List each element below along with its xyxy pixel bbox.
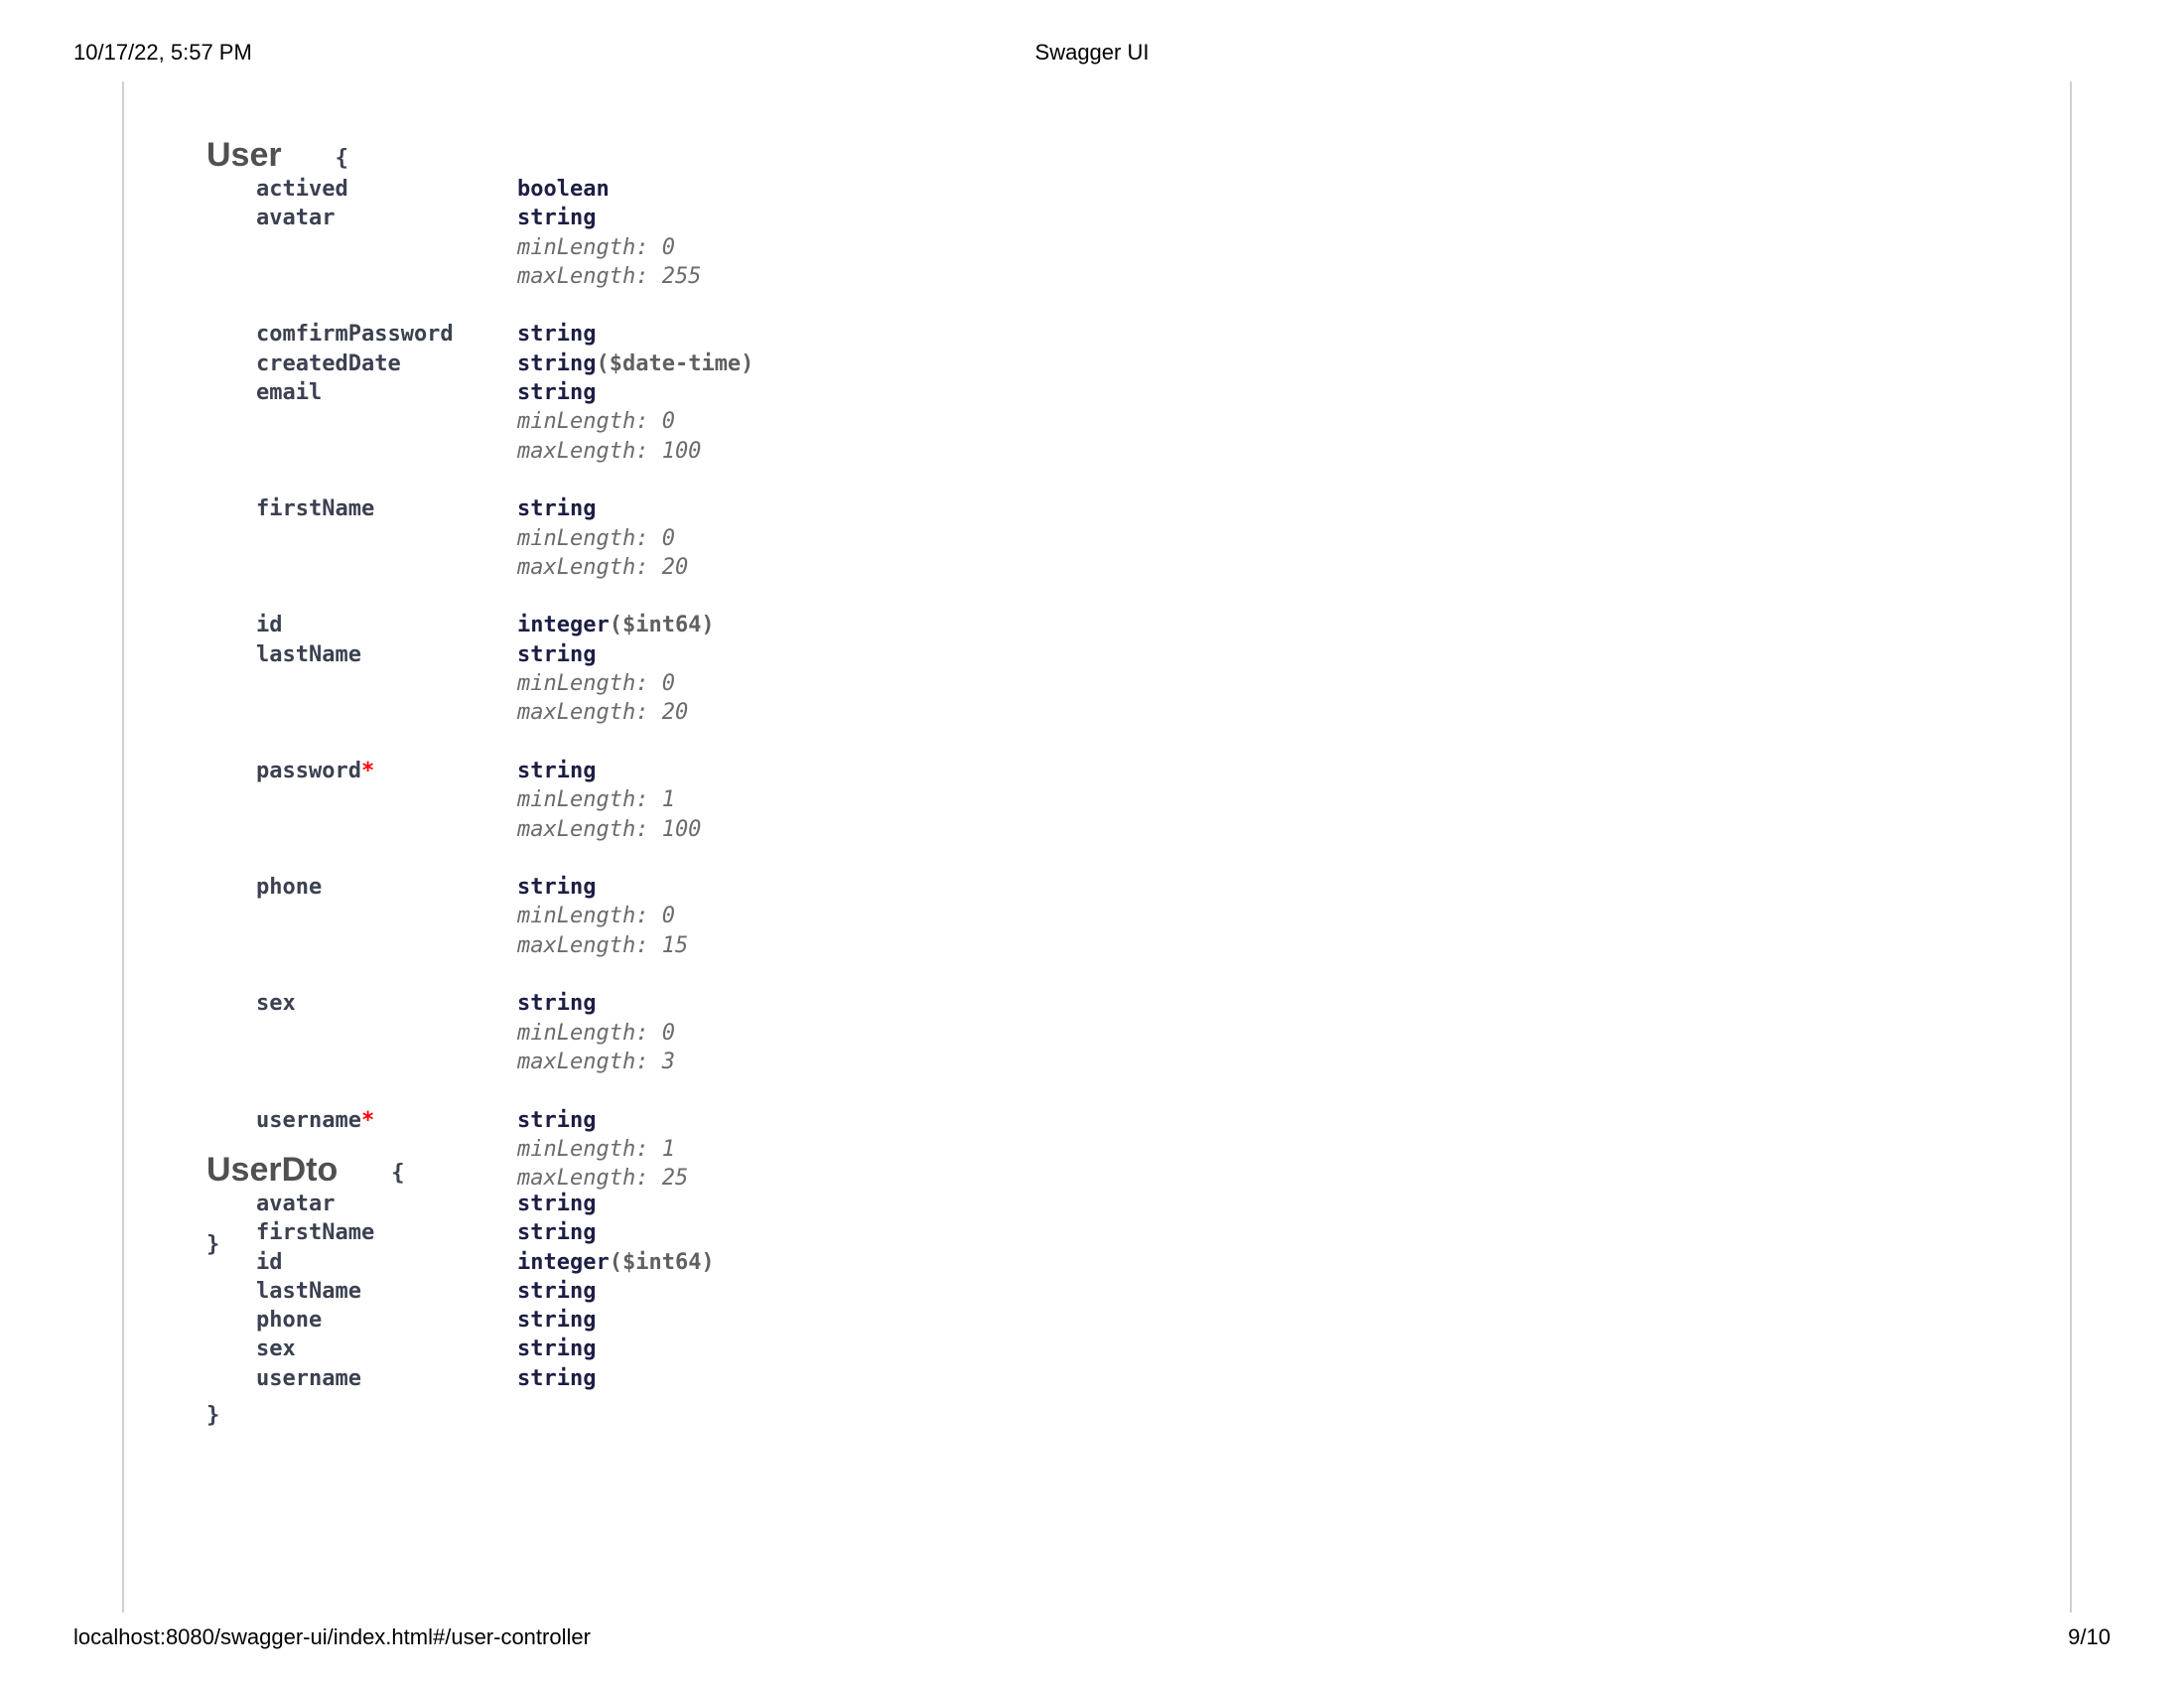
- property-type-cell: [517, 204, 701, 320]
- property-name: firstName: [256, 496, 375, 522]
- property-constraint: minLength: 0: [517, 234, 675, 260]
- constraint-spacer: [517, 291, 701, 320]
- property-type: string: [517, 496, 597, 522]
- property-name-cell: [206, 640, 517, 757]
- property-constraint: minLength: 0: [517, 671, 675, 697]
- property-name-cell: [206, 494, 517, 611]
- property-name: phone: [256, 875, 323, 901]
- property-name: sex: [256, 991, 296, 1017]
- constraint-spacer: [517, 844, 701, 873]
- property-type: boolean: [517, 177, 610, 202]
- property-row: [206, 1335, 715, 1363]
- property-row: [206, 611, 753, 639]
- property-type: string: [517, 875, 597, 901]
- property-name: phone: [256, 1308, 323, 1334]
- property-name-cell: [206, 320, 517, 349]
- property-constraint: maxLength: 15: [517, 932, 689, 958]
- property-type-line: [517, 1306, 596, 1335]
- property-constraint: maxLength: 20: [517, 700, 689, 726]
- constraint-spacer: [517, 728, 688, 757]
- property-row: [206, 1248, 715, 1277]
- model-header[interactable]: [206, 1148, 715, 1190]
- property-type: string: [517, 380, 597, 406]
- property-type: string: [517, 206, 597, 231]
- property-name-cell: [206, 1218, 517, 1247]
- property-constraint: maxLength: 25: [517, 1166, 689, 1192]
- property-name-cell: [206, 873, 517, 989]
- property-name: lastName: [256, 641, 361, 667]
- property-row: [206, 1190, 715, 1218]
- property-type-line: [517, 1277, 596, 1306]
- property-type-cell: [517, 757, 701, 873]
- property-name: avatar: [256, 206, 336, 231]
- property-row: [206, 378, 753, 494]
- property-row: [206, 989, 753, 1105]
- property-constraint: maxLength: 100: [517, 816, 702, 842]
- property-name-cell: [206, 611, 517, 639]
- property-type: integer: [517, 613, 610, 638]
- property-constraint: minLength: 0: [517, 409, 675, 435]
- property-type-cell: [517, 1218, 596, 1247]
- property-type-cell: [517, 1335, 596, 1363]
- print-footer-page-number: 9/10: [2068, 1624, 2111, 1649]
- model-userdto: [206, 1148, 715, 1431]
- property-type-line: [517, 611, 715, 639]
- property-list: [206, 175, 753, 1222]
- property-row: [206, 640, 753, 757]
- property-name: actived: [256, 177, 348, 202]
- property-constraint: minLength: 1: [517, 1136, 675, 1162]
- property-type-line: [517, 1190, 596, 1218]
- property-type-cell: [517, 350, 753, 378]
- property-row: [206, 1364, 715, 1393]
- property-type-line: [517, 494, 688, 523]
- property-constraint: maxLength: 100: [517, 438, 702, 464]
- property-type-cell: [517, 873, 688, 989]
- property-constraint: minLength: 1: [517, 787, 675, 813]
- model-header[interactable]: [206, 133, 753, 175]
- property-type-cell: [517, 378, 701, 494]
- constraint-spacer: [517, 960, 688, 989]
- property-type-line: [517, 378, 701, 407]
- property-name: lastName: [256, 1278, 361, 1304]
- open-brace: {: [335, 146, 348, 171]
- property-type-cell: [517, 320, 596, 349]
- property-name-cell: [206, 1190, 517, 1218]
- property-name-cell: [206, 1248, 517, 1277]
- property-name-cell: [206, 1335, 517, 1363]
- property-type: string: [517, 1220, 597, 1246]
- property-name: sex: [256, 1336, 296, 1362]
- property-type: string: [517, 1365, 597, 1391]
- property-name: password: [256, 758, 361, 783]
- property-row: [206, 204, 753, 320]
- property-type-cell: [517, 989, 675, 1105]
- property-name-cell: [206, 175, 517, 204]
- property-name: username: [256, 1365, 361, 1391]
- property-type-line: [517, 873, 688, 902]
- property-type-line: [517, 350, 753, 378]
- property-name: comfirmPassword: [256, 322, 454, 348]
- property-type-cell: [517, 1364, 596, 1393]
- property-name-cell: [206, 378, 517, 494]
- property-type: string: [517, 1278, 597, 1304]
- property-type: string: [517, 322, 597, 348]
- property-format: ($date-time): [596, 351, 754, 376]
- constraint-spacer: [517, 582, 688, 611]
- property-type: string: [517, 991, 597, 1017]
- property-type: string: [517, 1336, 597, 1362]
- property-row: [206, 175, 753, 204]
- property-name: firstName: [256, 1220, 375, 1246]
- property-constraint: minLength: 0: [517, 904, 675, 929]
- property-type-cell: [517, 175, 610, 204]
- print-header-datetime: 10/17/22, 5:57 PM: [73, 40, 252, 65]
- property-row: [206, 350, 753, 378]
- property-type-line: [517, 1106, 688, 1135]
- property-name: createdDate: [256, 351, 401, 376]
- open-brace: {: [391, 1161, 405, 1186]
- property-type-line: [517, 1248, 715, 1277]
- model-user: [206, 133, 753, 1260]
- property-type: string: [517, 1107, 597, 1133]
- property-list: [206, 1190, 715, 1393]
- property-name-cell: [206, 350, 517, 378]
- property-type-cell: [517, 494, 688, 611]
- property-name-cell: [206, 204, 517, 320]
- property-type: integer: [517, 1249, 610, 1275]
- property-type-cell: [517, 640, 688, 757]
- required-marker: *: [360, 758, 375, 783]
- close-brace: }: [206, 1403, 220, 1429]
- property-type: string: [517, 1192, 597, 1216]
- property-name-cell: [206, 989, 517, 1105]
- property-format: ($int64): [609, 613, 715, 638]
- constraint-spacer: [517, 1076, 675, 1105]
- left-border-line: [122, 81, 124, 1613]
- property-type-line: [517, 757, 701, 785]
- property-row: [206, 1277, 715, 1306]
- close-brace: }: [206, 1231, 220, 1257]
- property-type-line: [517, 1364, 596, 1393]
- property-type-cell: [517, 1248, 715, 1277]
- property-type-line: [517, 640, 688, 669]
- property-name: email: [256, 380, 323, 406]
- property-type-line: [517, 1218, 596, 1247]
- property-name-cell: [206, 1364, 517, 1393]
- print-header-title: Swagger UI: [1034, 40, 1150, 65]
- property-type-line: [517, 175, 610, 204]
- property-type-line: [517, 989, 675, 1018]
- property-row: [206, 757, 753, 873]
- property-row: [206, 494, 753, 611]
- property-name: username: [256, 1107, 361, 1133]
- property-constraint: minLength: 0: [517, 525, 675, 551]
- property-type: string: [517, 1308, 597, 1334]
- property-type-line: [517, 1335, 596, 1363]
- constraint-spacer: [517, 466, 701, 494]
- property-type: string: [517, 351, 597, 376]
- property-constraint: maxLength: 3: [517, 1049, 675, 1074]
- right-border-line: [2070, 81, 2072, 1613]
- property-type-line: [517, 204, 701, 232]
- property-constraint: maxLength: 255: [517, 263, 702, 289]
- print-footer-url: localhost:8080/swagger-ui/index.html#/user-controller: [73, 1624, 591, 1649]
- property-type: string: [517, 641, 597, 667]
- required-marker: *: [360, 1107, 375, 1133]
- property-row: [206, 1218, 715, 1247]
- property-format: ($int64): [609, 1249, 715, 1275]
- property-name: id: [256, 613, 283, 638]
- property-row: [206, 1306, 715, 1335]
- property-name-cell: [206, 1277, 517, 1306]
- model-title[interactable]: User: [206, 136, 282, 174]
- property-type-cell: [517, 1306, 596, 1335]
- property-type-cell: [517, 1190, 596, 1218]
- property-name: id: [256, 1249, 283, 1275]
- property-type-cell: [517, 1277, 596, 1306]
- property-type-line: [517, 320, 596, 349]
- property-name-cell: [206, 757, 517, 873]
- property-row: [206, 320, 753, 349]
- property-name: avatar: [256, 1192, 336, 1216]
- property-row: [206, 873, 753, 989]
- property-name-cell: [206, 1306, 517, 1335]
- property-type: string: [517, 758, 597, 783]
- property-constraint: minLength: 0: [517, 1020, 675, 1046]
- model-title[interactable]: UserDto: [206, 1151, 339, 1189]
- property-type-cell: [517, 611, 715, 639]
- property-constraint: maxLength: 20: [517, 554, 689, 580]
